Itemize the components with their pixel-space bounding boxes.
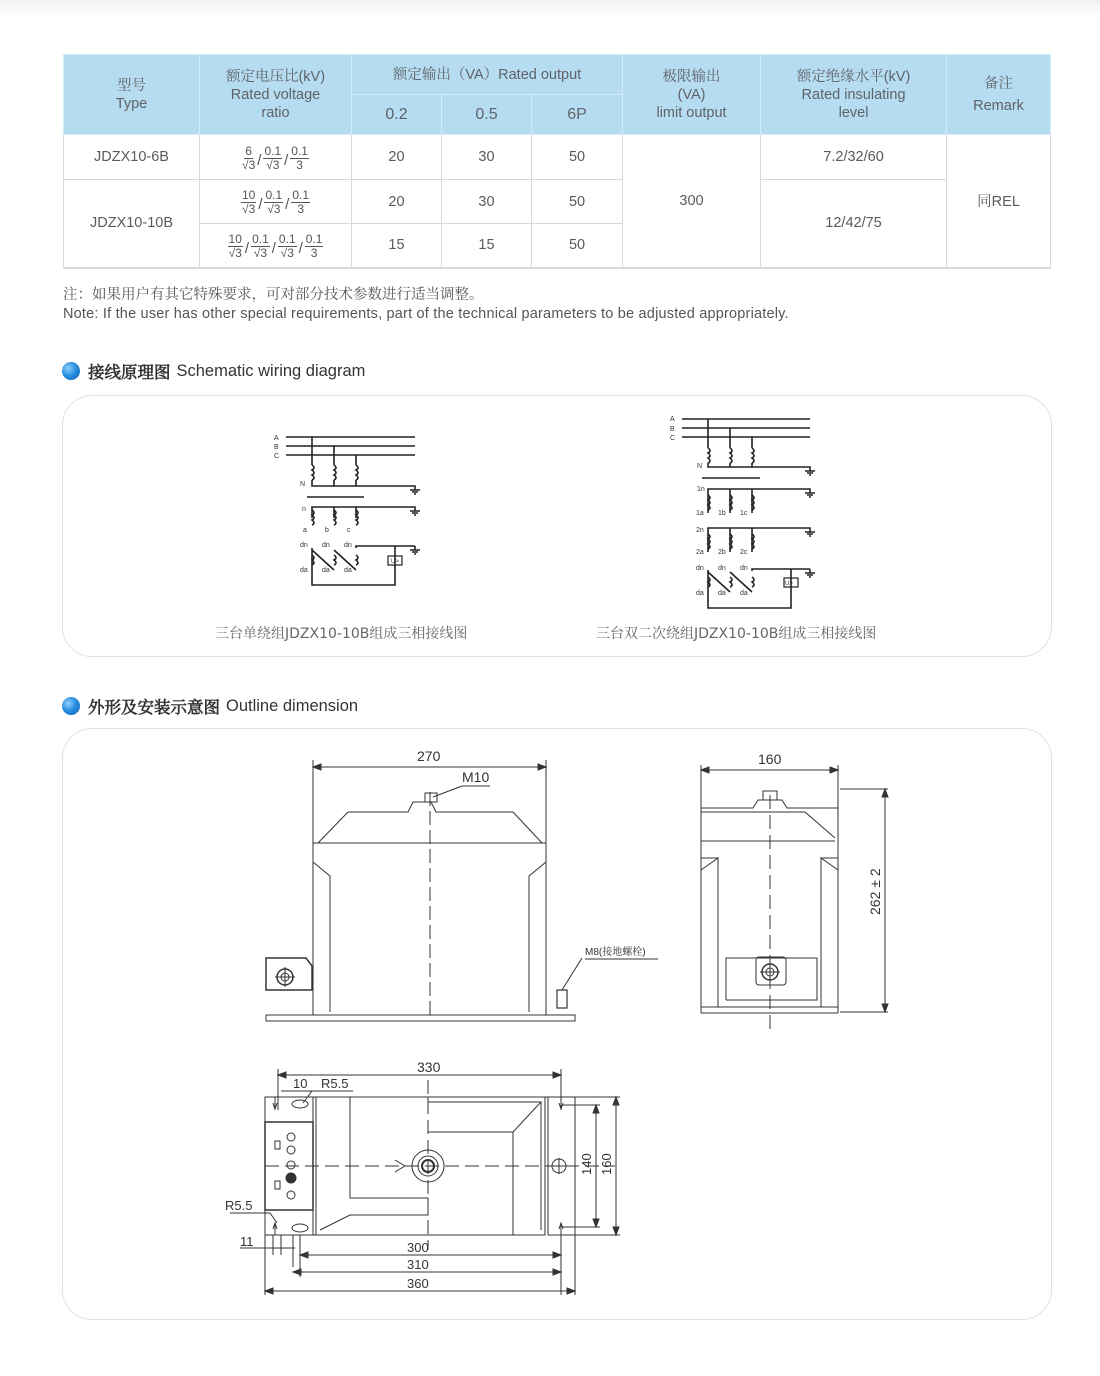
table-row [64,135,1051,180]
label-phase-b: B [670,426,675,433]
dim-360: 360 [407,1276,429,1291]
label-2a: 2a [696,549,704,556]
fraction-separator: / [258,196,263,213]
label-dn: dn [740,565,748,572]
fraction-denominator: √3 [242,202,256,216]
header-type [64,55,200,135]
label-1b: 1b [718,510,726,517]
label-2b: 2b [718,549,726,556]
bullet-icon [62,697,80,715]
voltage-ratio [241,189,310,216]
fraction-separator: / [257,151,262,169]
fraction-separator: / [271,239,276,257]
fraction-numerator: 0.1 [291,143,308,158]
section-title-outline [62,694,358,718]
side-view-drawing [690,745,900,1035]
fraction [242,145,255,172]
cell-ratio [200,224,352,268]
table-row [64,180,1051,224]
label-dn: dn [696,565,704,572]
label-dn: dn [300,542,308,549]
label-2c: 2c [740,549,748,556]
fraction [241,189,256,216]
fraction-numerator: 0.1 [292,188,310,202]
cell-insulation: 12/42/75 [761,180,947,268]
header-ratio-en-2: ratio [261,104,290,121]
label-a: a [303,527,307,534]
relay-label: U> [785,581,793,587]
fraction [290,145,309,172]
section-title-cn: 外形及安装示意图 [88,698,220,717]
dim-11: 11 [240,1234,254,1249]
header-remark-cn: 备注 [984,75,1014,92]
fraction-numerator: 0.1 [265,188,283,202]
header-output-02: 0.2 [352,95,442,135]
wiring-panel [62,395,1052,657]
label-b: b [325,527,329,534]
header-remark [947,55,1051,135]
header-type-en: Type [115,95,148,112]
note-chinese: 注：如果用户有其它特殊要求，可对部分技术参数进行适当调整。 [63,287,484,303]
voltage-ratio [242,145,309,172]
header-insulation [761,55,947,135]
cell-ratio [200,135,352,180]
cell-remark: 同REL [947,135,1051,268]
dim-width-270: 270 [417,748,441,764]
fraction-numerator: 10 [241,188,256,202]
spec-table [63,54,1051,269]
header-limit-en: limit output [656,104,727,121]
section-title-en: Outline dimension [226,696,359,715]
header-remark-en: Remark [973,97,1024,114]
dim-10: 10 [293,1076,308,1091]
fraction [228,233,243,260]
header-rated-output: 额定输出（VA）Rated output [352,55,623,95]
fraction-denominator: √3 [267,202,281,216]
fraction-numerator: 0.1 [305,231,323,246]
dim-300: 300 [407,1240,429,1255]
cell-limit-output: 300 [623,135,761,268]
fraction-numerator: 6 [245,143,252,158]
label-1n: 1n [697,486,705,493]
dim-330: 330 [417,1059,441,1075]
label-m8-ground-bolt: M8(接地螺栓) [585,947,646,958]
header-output-05: 0.5 [442,95,532,135]
label-phase-a: A [274,435,279,442]
fraction-numerator: 0.1 [252,231,269,246]
label-c: c [347,527,351,534]
section-title-wiring [62,359,365,383]
cell-type: JDZX10-6B [64,135,200,180]
fraction-separator: / [285,196,290,213]
cell-ratio [200,180,352,224]
cell-out-02: 20 [352,135,442,180]
header-limit-cn: 极限输出 [662,68,721,85]
fraction-denominator: 3 [297,202,305,216]
section-title-cn: 接线原理图 [88,363,171,382]
fraction-denominator: 3 [296,157,303,172]
fraction-numerator: 0.1 [264,143,282,158]
label-da: da [718,590,726,597]
label-2n: 2n [696,527,704,534]
label-dn: dn [344,542,352,549]
label-n: N [300,481,306,488]
wiring-diagram-2 [660,405,830,615]
label-phase-c: C [670,435,676,442]
cell-out-6p: 50 [532,180,623,224]
front-view-drawing [250,740,590,1030]
label-1c: 1c [740,510,748,517]
label-phase-a: A [670,416,675,423]
label-da: da [300,567,308,574]
label-da: da [696,590,704,597]
bullet-icon [62,362,80,380]
relay-label: U> [391,559,399,565]
header-output-6p: 6P [532,95,623,135]
cell-insulation: 7.2/32/60 [761,135,947,180]
header-insul-en: Rated insulating [801,86,906,103]
top-fade [0,0,1100,16]
fraction-denominator: √3 [266,157,280,172]
cell-out-6p: 50 [532,135,623,180]
cell-type: JDZX10-10B [64,180,200,268]
label-phase-b: B [274,444,279,451]
label-1a: 1a [696,510,704,517]
note-english: Note: If the user has other special requirements, part of the technical parameters to be adjusted appropriately. [63,306,789,322]
label-da: da [322,567,330,574]
wiring-caption-1: 三台单绕组JDZX10-10B组成三相接线图 [215,626,468,642]
dim-height-262: 262 ± 2 [867,868,883,915]
voltage-ratio [228,233,324,260]
fraction-numerator: 0.1 [278,231,296,246]
fraction [263,145,282,172]
fraction-denominator: √3 [242,157,256,172]
fraction-separator: / [284,151,289,169]
label-m10: M10 [462,769,490,785]
ground-bolt-callout [578,940,678,970]
dim-160: 160 [599,1153,614,1175]
fraction-separator: / [244,239,250,257]
fraction-denominator: √3 [280,245,294,260]
fraction [291,189,310,216]
fraction [264,189,283,216]
cell-out-6p: 50 [532,224,623,268]
header-type-cn: 型号 [117,77,146,94]
top-view-drawing [215,1055,635,1300]
cell-out-05: 30 [442,180,532,224]
fraction-denominator: √3 [253,245,268,260]
header-limit-output [623,55,761,135]
label-dn: dn [322,542,330,549]
label-phase-c: C [274,453,280,460]
cell-out-05: 30 [442,135,532,180]
wiring-caption-2: 三台双二次绕组JDZX10-10B组成三相接线图 [596,626,877,642]
header-ratio [200,55,352,135]
header-insul-cn: 额定绝缘水平(kV) [796,68,911,85]
header-ratio-cn: 额定电压比(kV) [225,68,326,85]
label-n-secondary: n [302,506,306,513]
cell-out-02: 20 [352,180,442,224]
fraction-denominator: √3 [228,245,242,260]
dim-310: 310 [407,1257,429,1272]
section-title-en: Schematic wiring diagram [176,361,366,380]
dim-r5-5-bottom: R5.5 [225,1198,253,1213]
label-dn: dn [718,565,726,572]
header-ratio-en: Rated voltage [230,86,321,103]
fraction-denominator: 3 [310,245,318,260]
fraction-separator: / [298,239,303,257]
fraction [278,233,297,260]
label-n: N [697,463,703,470]
header-limit-unit: (VA) [677,86,706,103]
label-da: da [740,590,748,597]
fraction [305,233,324,260]
fraction [251,233,270,260]
dim-140: 140 [579,1153,594,1175]
wiring-diagram-1 [260,420,440,590]
label-da: da [344,567,352,574]
cell-out-02: 15 [352,224,442,268]
header-insul-en-2: level [838,104,869,121]
cell-out-05: 15 [442,224,532,268]
fraction-numerator: 10 [228,231,242,246]
dim-width-160: 160 [758,751,782,767]
dim-r5-5-top: R5.5 [321,1076,349,1091]
